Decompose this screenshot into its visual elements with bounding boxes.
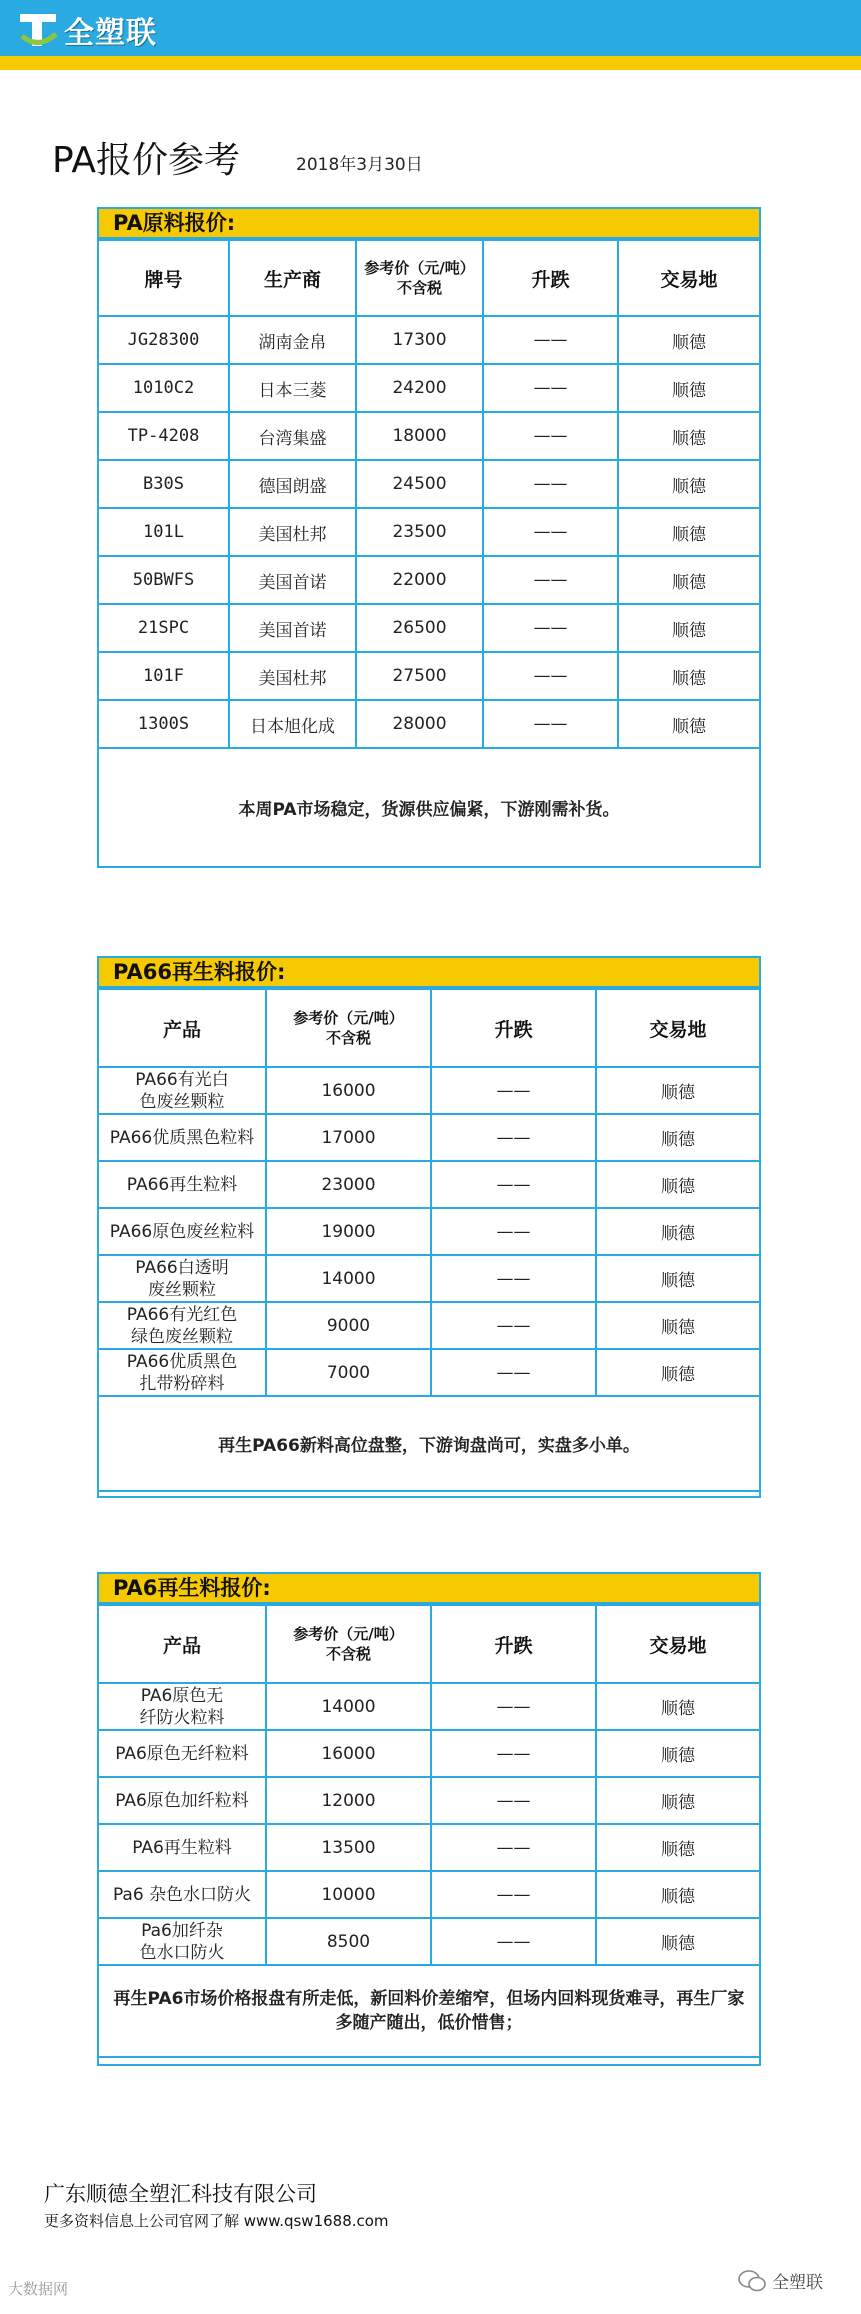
product-name-line-1: PA6原色加纤粒料	[115, 1790, 249, 1811]
cell-change: ——	[483, 460, 618, 508]
wechat-account: 全塑联	[772, 2273, 823, 2293]
market-note	[99, 1965, 759, 2057]
col-header-product: 产品	[99, 1605, 266, 1683]
cell-price: 9000	[266, 1302, 431, 1349]
cell-change: ——	[431, 1161, 596, 1208]
cell-product	[99, 1114, 266, 1161]
table-row	[99, 1161, 759, 1208]
cell-change: ——	[483, 316, 618, 364]
cell-place: 顺德	[618, 508, 759, 556]
cell-maker: 日本旭化成	[229, 700, 356, 748]
cell-price: 7000	[266, 1349, 431, 1396]
cell-product	[99, 1255, 266, 1302]
product-name-line-1: PA6原色无	[140, 1685, 224, 1706]
table-row	[99, 412, 759, 460]
page-title: PA报价参考	[52, 140, 241, 181]
footer-company: 广东顺德全塑汇科技有限公司	[44, 2182, 317, 2206]
table-row	[99, 460, 759, 508]
cell-price: 19000	[266, 1208, 431, 1255]
cell-change: ——	[431, 1255, 596, 1302]
col-header-place: 交易地	[596, 989, 759, 1067]
cell-product	[99, 1730, 266, 1777]
wechat-icon	[738, 2270, 766, 2292]
cell-price: 27500	[356, 652, 483, 700]
table-row	[99, 364, 759, 412]
page-date: 2018年3月30日	[296, 155, 423, 175]
cell-price: 17300	[356, 316, 483, 364]
section-title: PA原料报价:	[99, 209, 759, 239]
col-header-product: 产品	[99, 989, 266, 1067]
cell-price: 26500	[356, 604, 483, 652]
cell-price: 14000	[266, 1683, 431, 1730]
price-header-sub: 不含税	[325, 1645, 371, 1663]
cell-maker: 日本三菱	[229, 364, 356, 412]
cell-place: 顺德	[618, 556, 759, 604]
logo-text: 全塑联	[64, 16, 157, 51]
product-name-line-1: PA6再生粒料	[132, 1837, 232, 1858]
cell-product	[99, 1777, 266, 1824]
note-row	[99, 1396, 759, 1491]
cell-maker: 德国朗盛	[229, 460, 356, 508]
col-header-change: 升跌	[431, 989, 596, 1067]
cell-place: 顺德	[618, 316, 759, 364]
col-header-brand: 牌号	[99, 240, 229, 316]
price-header-sub: 不含税	[396, 279, 442, 297]
cell-price: 14000	[266, 1255, 431, 1302]
market-note: 本周PA市场稳定，货源供应偏紧，下游刚需补货。	[99, 748, 759, 867]
cell-change: ——	[431, 1730, 596, 1777]
cell-price: 22000	[356, 556, 483, 604]
cell-brand: 101F	[99, 652, 229, 700]
cell-brand: JG28300	[99, 316, 229, 364]
cell-price: 10000	[266, 1871, 431, 1918]
cell-change: ——	[431, 1067, 596, 1114]
cell-brand: 101L	[99, 508, 229, 556]
cell-price: 16000	[266, 1067, 431, 1114]
table-row	[99, 1777, 759, 1824]
cell-change: ——	[431, 1871, 596, 1918]
product-name-line-1: PA66有光白	[135, 1069, 229, 1090]
price-header-main: 参考价（元/吨）	[364, 259, 475, 277]
cell-price: 18000	[356, 412, 483, 460]
table-row	[99, 1349, 759, 1396]
table-row	[99, 1114, 759, 1161]
cell-change: ——	[431, 1683, 596, 1730]
table-row	[99, 1208, 759, 1255]
cell-change: ——	[483, 652, 618, 700]
cell-place: 顺德	[596, 1208, 759, 1255]
col-header-price	[266, 1605, 431, 1683]
cell-change: ——	[483, 604, 618, 652]
note-row	[99, 748, 759, 867]
cell-product	[99, 1824, 266, 1871]
cell-product	[99, 1918, 266, 1965]
cell-change: ——	[483, 412, 618, 460]
cell-place: 顺德	[618, 364, 759, 412]
cell-place: 顺德	[596, 1114, 759, 1161]
cell-price: 28000	[356, 700, 483, 748]
cell-place: 顺德	[596, 1349, 759, 1396]
note-row	[99, 1965, 759, 2057]
pa6-table	[99, 1604, 759, 2058]
table-row	[99, 556, 759, 604]
cell-product	[99, 1871, 266, 1918]
price-header-main: 参考价（元/吨）	[293, 1009, 404, 1027]
col-header-place: 交易地	[618, 240, 759, 316]
cell-place: 顺德	[596, 1730, 759, 1777]
cell-place: 顺德	[618, 460, 759, 508]
cell-product	[99, 1302, 266, 1349]
cell-change: ——	[431, 1918, 596, 1965]
product-name-line-2: 绿色废丝颗粒	[131, 1326, 233, 1347]
cell-change: ——	[431, 1777, 596, 1824]
table-row	[99, 1918, 759, 1965]
banner-stripe	[0, 56, 861, 70]
cell-change: ——	[431, 1824, 596, 1871]
table-row	[99, 652, 759, 700]
product-name-line-1: PA66有光红色	[126, 1304, 238, 1325]
cell-maker: 台湾集盛	[229, 412, 356, 460]
cell-place: 顺德	[618, 700, 759, 748]
corner-watermark: 大数据网	[8, 2280, 69, 2298]
cell-price: 23000	[266, 1161, 431, 1208]
col-header-maker: 生产商	[229, 240, 356, 316]
cell-brand: B30S	[99, 460, 229, 508]
cell-change: ——	[483, 700, 618, 748]
cell-place: 顺德	[618, 604, 759, 652]
wechat-badge	[738, 2268, 823, 2293]
cell-change: ——	[431, 1302, 596, 1349]
logo-mark-icon	[16, 10, 60, 50]
cell-maker: 美国杜邦	[229, 652, 356, 700]
cell-brand: 1010C2	[99, 364, 229, 412]
price-header-main: 参考价（元/吨）	[293, 1625, 404, 1643]
cell-change: ——	[483, 364, 618, 412]
cell-product	[99, 1208, 266, 1255]
table-row	[99, 1871, 759, 1918]
cell-brand: 21SPC	[99, 604, 229, 652]
cell-price: 8500	[266, 1918, 431, 1965]
col-header-change: 升跌	[483, 240, 618, 316]
table-row	[99, 700, 759, 748]
col-header-price	[356, 240, 483, 316]
market-note: 再生PA66新料高位盘整，下游询盘尚可，实盘多小单。	[99, 1396, 759, 1491]
section-title: PA66再生料报价:	[99, 958, 759, 988]
pa-raw-table	[99, 239, 759, 868]
cell-place: 顺德	[596, 1161, 759, 1208]
pa-raw-section	[97, 207, 761, 868]
table-row	[99, 316, 759, 364]
price-header-sub: 不含税	[325, 1029, 371, 1047]
cell-brand: 50BWFS	[99, 556, 229, 604]
product-name-line-1: PA66优质黑色粒料	[109, 1127, 255, 1148]
cell-place: 顺德	[596, 1918, 759, 1965]
table-row	[99, 1730, 759, 1777]
market-note-line-2: 多随产随出，低价惜售；	[335, 2013, 523, 2033]
cell-maker: 美国首诺	[229, 556, 356, 604]
cell-price: 16000	[266, 1730, 431, 1777]
product-name-line-1: PA66原色废丝粒料	[109, 1221, 255, 1242]
product-name-line-1: PA66再生粒料	[126, 1174, 238, 1195]
product-name-line-1: Pa6加纤杂	[141, 1920, 223, 1941]
cell-product	[99, 1161, 266, 1208]
pa66-table	[99, 988, 759, 1492]
pa66-section	[97, 956, 761, 1498]
table-row	[99, 508, 759, 556]
cell-change: ——	[431, 1208, 596, 1255]
cell-change: ——	[431, 1114, 596, 1161]
cell-price: 13500	[266, 1824, 431, 1871]
cell-place: 顺德	[596, 1871, 759, 1918]
product-name-line-2: 废丝颗粒	[148, 1279, 216, 1300]
cell-price: 24500	[356, 460, 483, 508]
cell-change: ——	[483, 556, 618, 604]
cell-brand: 1300S	[99, 700, 229, 748]
cell-maker: 美国首诺	[229, 604, 356, 652]
cell-maker: 美国杜邦	[229, 508, 356, 556]
cell-place: 顺德	[596, 1302, 759, 1349]
cell-place: 顺德	[596, 1067, 759, 1114]
product-name-line-2: 扎带粉碎料	[139, 1373, 225, 1394]
col-header-change: 升跌	[431, 1605, 596, 1683]
table-header-row	[99, 240, 759, 316]
table-row	[99, 1683, 759, 1730]
cell-brand: TP-4208	[99, 412, 229, 460]
product-name-line-1: PA66白透明	[135, 1257, 229, 1278]
table-row	[99, 1067, 759, 1114]
product-name-line-2: 色废丝颗粒	[139, 1091, 225, 1112]
table-row	[99, 604, 759, 652]
section-title: PA6再生料报价:	[99, 1574, 759, 1604]
table-header-row	[99, 1605, 759, 1683]
market-note-line-1: 再生PA6市场价格报盘有所走低，新回料价差缩窄，但场内回料现货难寻，再生厂家	[113, 1989, 745, 2009]
cell-product	[99, 1683, 266, 1730]
cell-product	[99, 1349, 266, 1396]
cell-product	[99, 1067, 266, 1114]
product-name-line-1: Pa6 杂色水口防火	[112, 1884, 252, 1905]
footer-info: 更多资料信息上公司官网了解 www.qsw1688.com	[44, 2212, 389, 2230]
cell-price: 17000	[266, 1114, 431, 1161]
cell-price: 24200	[356, 364, 483, 412]
product-name-line-1: PA6原色无纤粒料	[115, 1743, 249, 1764]
table-row	[99, 1824, 759, 1871]
cell-place: 顺德	[596, 1683, 759, 1730]
col-header-price	[266, 989, 431, 1067]
cell-place: 顺德	[618, 652, 759, 700]
cell-price: 12000	[266, 1777, 431, 1824]
cell-maker: 湖南金帛	[229, 316, 356, 364]
table-row	[99, 1302, 759, 1349]
table-header-row	[99, 989, 759, 1067]
cell-place: 顺德	[596, 1777, 759, 1824]
logo	[16, 8, 157, 52]
cell-change: ——	[431, 1349, 596, 1396]
table-row	[99, 1255, 759, 1302]
product-name-line-2: 色水口防火	[139, 1942, 225, 1963]
product-name-line-2: 纤防火粒料	[139, 1707, 225, 1728]
cell-change: ——	[483, 508, 618, 556]
cell-place: 顺德	[618, 412, 759, 460]
cell-price: 23500	[356, 508, 483, 556]
product-name-line-1: PA66优质黑色	[126, 1351, 238, 1372]
cell-place: 顺德	[596, 1255, 759, 1302]
pa6-section	[97, 1572, 761, 2066]
cell-place: 顺德	[596, 1824, 759, 1871]
col-header-place: 交易地	[596, 1605, 759, 1683]
